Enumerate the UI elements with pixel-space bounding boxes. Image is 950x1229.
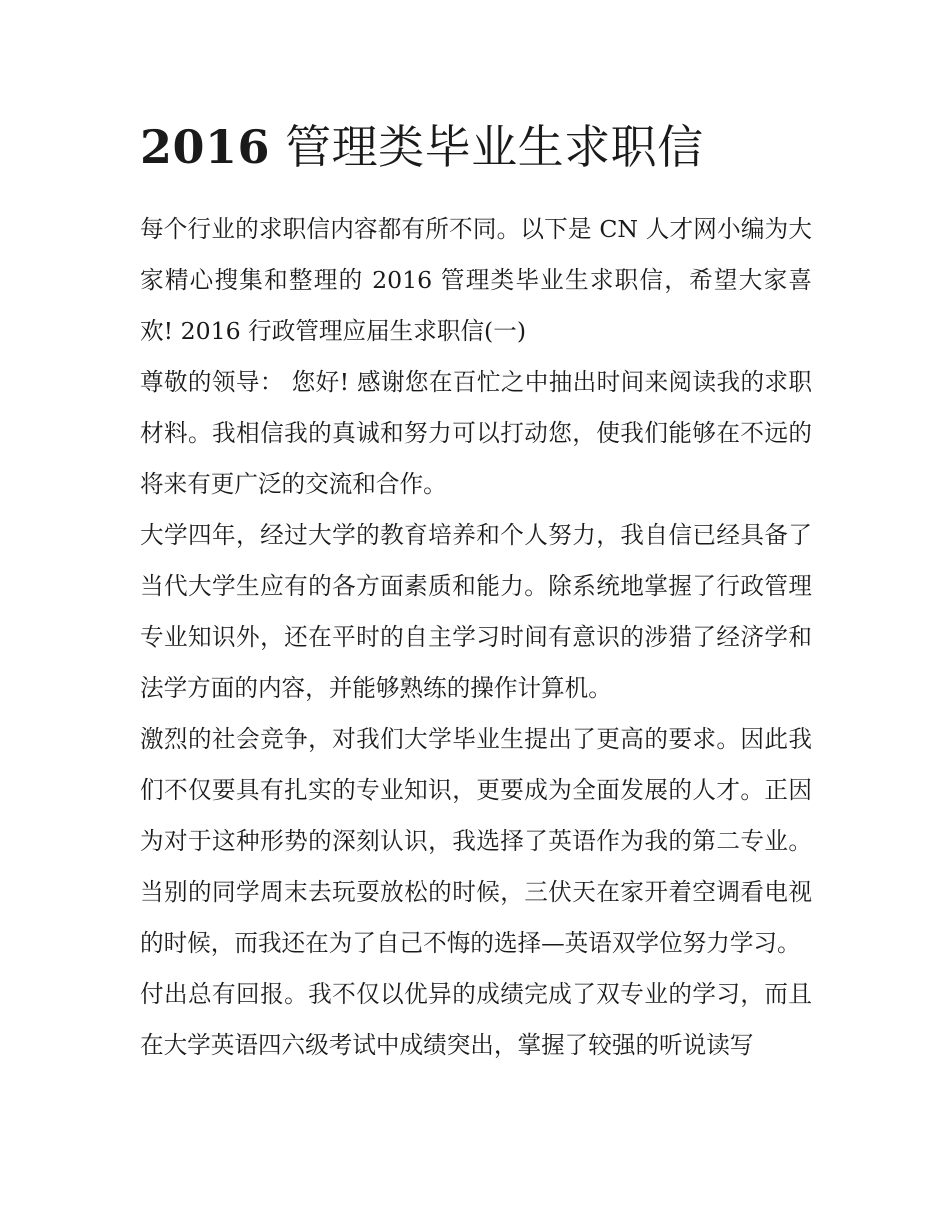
paragraph-education: 大学四年，经过大学的教育培养和个人努力，我自信已经具备了当代大学生应有的各方面素质和能力。除系统地掌握了行政管理专业知识外，还在平时的自主学习时间有意识的涉猎了经济学和法学方面的内容，并能够熟练的操作计算机。 <box>140 521 812 702</box>
paragraph-achievement: 付出总有回报。我不仅以优异的成绩完成了双专业的学习，而且在大学英语四六级考试中成绩突出，掌握了较强的听说读写 <box>140 980 812 1059</box>
document-body <box>140 204 812 1071</box>
document-title <box>140 112 812 182</box>
paragraph-competition: 激烈的社会竞争，对我们大学毕业生提出了更高的要求。因此我们不仅要具有扎实的专业知识，更要成为全面发展的人才。正因为对于这种形势的深刻认识，我选择了英语作为我的第二专业。当别的同学周末去玩耍放松的时候，三伏天在家开着空调看电视的时候，而我还在为了自己不悔的选择—英语双学位努力学习。 <box>140 725 812 957</box>
title-text: 管理类毕业生求职信 <box>270 120 704 174</box>
document-page <box>140 112 812 1071</box>
paragraph-intro: 每个行业的求职信内容都有所不同。以下是 CN 人才网小编为大家精心搜集和整理的 2016 管理类毕业生求职信，希望大家喜欢! 2016 行政管理应届生求职信(一) <box>140 215 812 345</box>
paragraph-greeting: 尊敬的领导： 您好! 感谢您在百忙之中抽出时间来阅读我的求职材料。我相信我的真诚和努力可以打动您，使我们能够在不远的将来有更广泛的交流和合作。 <box>140 368 812 498</box>
title-year: 2016 <box>140 120 271 174</box>
